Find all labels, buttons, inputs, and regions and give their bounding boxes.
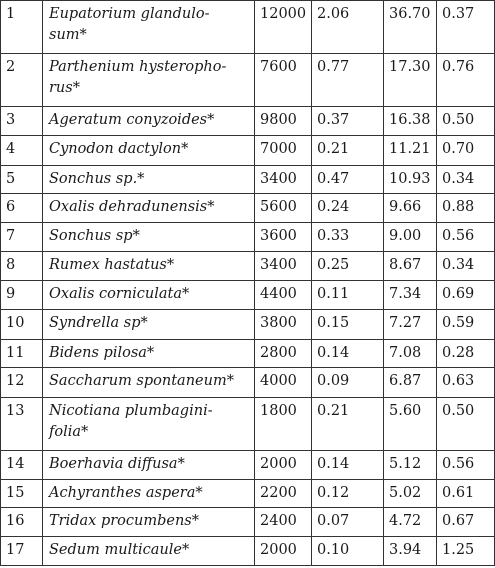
species-name-line: folia*	[49, 424, 89, 440]
species-name-line: Nicotiana plumbagini-	[49, 403, 213, 419]
species-name-cell	[43, 223, 255, 252]
row-number-cell: 2	[1, 54, 43, 107]
value-cell: 0.61	[437, 480, 495, 508]
row-number-cell: 13	[1, 398, 43, 451]
density-cell: 4400	[255, 281, 312, 310]
value-cell: 1.25	[437, 537, 495, 566]
value-cell: 0.21	[312, 136, 384, 166]
row-number-cell: 10	[1, 310, 43, 340]
value-cell: 0.14	[312, 340, 384, 368]
value-cell: 0.50	[437, 107, 495, 136]
value-cell: 0.77	[312, 54, 384, 107]
species-name-line: sum*	[49, 27, 87, 43]
table-row	[1, 340, 495, 368]
table-row	[1, 223, 495, 252]
density-cell: 2800	[255, 340, 312, 368]
species-name-cell	[43, 451, 255, 480]
species-name-cell	[43, 480, 255, 508]
species-name-line: Ageratum conyzoides*	[49, 112, 215, 128]
value-cell: 7.08	[384, 340, 437, 368]
table-row	[1, 107, 495, 136]
species-name-cell	[43, 107, 255, 136]
row-number-cell: 16	[1, 508, 43, 537]
value-cell: 9.66	[384, 194, 437, 223]
value-cell: 0.70	[437, 136, 495, 166]
density-cell: 7000	[255, 136, 312, 166]
table-row	[1, 451, 495, 480]
density-cell: 12000	[255, 1, 312, 54]
species-name-cell	[43, 54, 255, 107]
value-cell: 17.30	[384, 54, 437, 107]
value-cell: 0.50	[437, 398, 495, 451]
value-cell: 7.27	[384, 310, 437, 340]
row-number-cell: 4	[1, 136, 43, 166]
density-cell: 1800	[255, 398, 312, 451]
table-row	[1, 398, 495, 451]
row-number-cell: 1	[1, 1, 43, 54]
value-cell: 0.88	[437, 194, 495, 223]
row-number-cell: 3	[1, 107, 43, 136]
value-cell: 0.15	[312, 310, 384, 340]
value-cell: 11.21	[384, 136, 437, 166]
table-row	[1, 281, 495, 310]
value-cell: 0.25	[312, 252, 384, 281]
value-cell: 5.02	[384, 480, 437, 508]
density-cell: 4000	[255, 368, 312, 398]
value-cell: 0.28	[437, 340, 495, 368]
value-cell: 0.12	[312, 480, 384, 508]
value-cell: 0.63	[437, 368, 495, 398]
species-name-cell	[43, 398, 255, 451]
table-row	[1, 310, 495, 340]
density-cell: 3400	[255, 252, 312, 281]
value-cell: 0.34	[437, 166, 495, 194]
table-row	[1, 537, 495, 566]
value-cell: 0.11	[312, 281, 384, 310]
value-cell: 5.12	[384, 451, 437, 480]
value-cell: 0.34	[437, 252, 495, 281]
density-cell: 3400	[255, 166, 312, 194]
species-name-cell	[43, 310, 255, 340]
table-row	[1, 54, 495, 107]
species-name-cell	[43, 166, 255, 194]
species-name-cell	[43, 1, 255, 54]
value-cell: 2.06	[312, 1, 384, 54]
table-row	[1, 194, 495, 223]
density-cell: 7600	[255, 54, 312, 107]
species-name-line: Oxalis dehradunensis*	[49, 199, 215, 215]
value-cell: 0.69	[437, 281, 495, 310]
value-cell: 0.33	[312, 223, 384, 252]
density-cell: 5600	[255, 194, 312, 223]
table-row	[1, 508, 495, 537]
value-cell: 0.09	[312, 368, 384, 398]
density-cell: 2200	[255, 480, 312, 508]
table-row	[1, 480, 495, 508]
value-cell: 0.10	[312, 537, 384, 566]
species-name-line: Sonchus sp.*	[49, 171, 145, 187]
value-cell: 9.00	[384, 223, 437, 252]
table-row	[1, 252, 495, 281]
density-cell: 3600	[255, 223, 312, 252]
species-name-cell	[43, 368, 255, 398]
species-name-line: Saccharum spontaneum*	[49, 373, 234, 389]
species-name-line: Achyranthes aspera*	[49, 485, 203, 501]
species-name-line: Eupatorium glandulo-	[49, 6, 210, 22]
table-row	[1, 368, 495, 398]
species-name-line: Boerhavia diffusa*	[49, 456, 185, 472]
species-name-cell	[43, 340, 255, 368]
row-number-cell: 6	[1, 194, 43, 223]
species-name-line: Sedum multicaule*	[49, 542, 190, 558]
species-name-cell	[43, 194, 255, 223]
density-cell: 3800	[255, 310, 312, 340]
value-cell: 0.47	[312, 166, 384, 194]
row-number-cell: 11	[1, 340, 43, 368]
table-row	[1, 136, 495, 166]
table-row	[1, 1, 495, 54]
row-number-cell: 7	[1, 223, 43, 252]
row-number-cell: 14	[1, 451, 43, 480]
species-name-line: Sonchus sp*	[49, 228, 140, 244]
value-cell: 0.67	[437, 508, 495, 537]
species-name-cell	[43, 252, 255, 281]
value-cell: 6.87	[384, 368, 437, 398]
species-name-line: Tridax procumbens*	[49, 513, 199, 529]
species-name-line: Oxalis corniculata*	[49, 286, 190, 302]
species-name-cell	[43, 281, 255, 310]
value-cell: 16.38	[384, 107, 437, 136]
value-cell: 0.59	[437, 310, 495, 340]
row-number-cell: 5	[1, 166, 43, 194]
value-cell: 0.37	[437, 1, 495, 54]
value-cell: 5.60	[384, 398, 437, 451]
density-cell: 2400	[255, 508, 312, 537]
species-name-line: Cynodon dactylon*	[49, 141, 189, 157]
species-name-line: Parthenium hysteropho-	[49, 59, 227, 75]
density-cell: 2000	[255, 537, 312, 566]
row-number-cell: 15	[1, 480, 43, 508]
density-cell: 2000	[255, 451, 312, 480]
species-name-line: rus*	[49, 80, 80, 96]
value-cell: 0.37	[312, 107, 384, 136]
value-cell: 0.76	[437, 54, 495, 107]
density-cell: 9800	[255, 107, 312, 136]
value-cell: 8.67	[384, 252, 437, 281]
value-cell: 0.56	[437, 223, 495, 252]
value-cell: 0.56	[437, 451, 495, 480]
row-number-cell: 17	[1, 537, 43, 566]
species-name-cell	[43, 508, 255, 537]
species-name-cell	[43, 537, 255, 566]
value-cell: 0.21	[312, 398, 384, 451]
value-cell: 4.72	[384, 508, 437, 537]
value-cell: 7.34	[384, 281, 437, 310]
table-row	[1, 166, 495, 194]
value-cell: 0.07	[312, 508, 384, 537]
value-cell: 36.70	[384, 1, 437, 54]
species-name-cell	[43, 136, 255, 166]
value-cell: 3.94	[384, 537, 437, 566]
row-number-cell: 9	[1, 281, 43, 310]
value-cell: 0.14	[312, 451, 384, 480]
value-cell: 0.24	[312, 194, 384, 223]
row-number-cell: 12	[1, 368, 43, 398]
species-name-line: Bidens pilosa*	[49, 345, 155, 361]
value-cell: 10.93	[384, 166, 437, 194]
species-table-body	[1, 1, 495, 566]
row-number-cell: 8	[1, 252, 43, 281]
species-name-line: Syndrella sp*	[49, 315, 148, 331]
species-name-line: Rumex hastatus*	[49, 257, 175, 273]
